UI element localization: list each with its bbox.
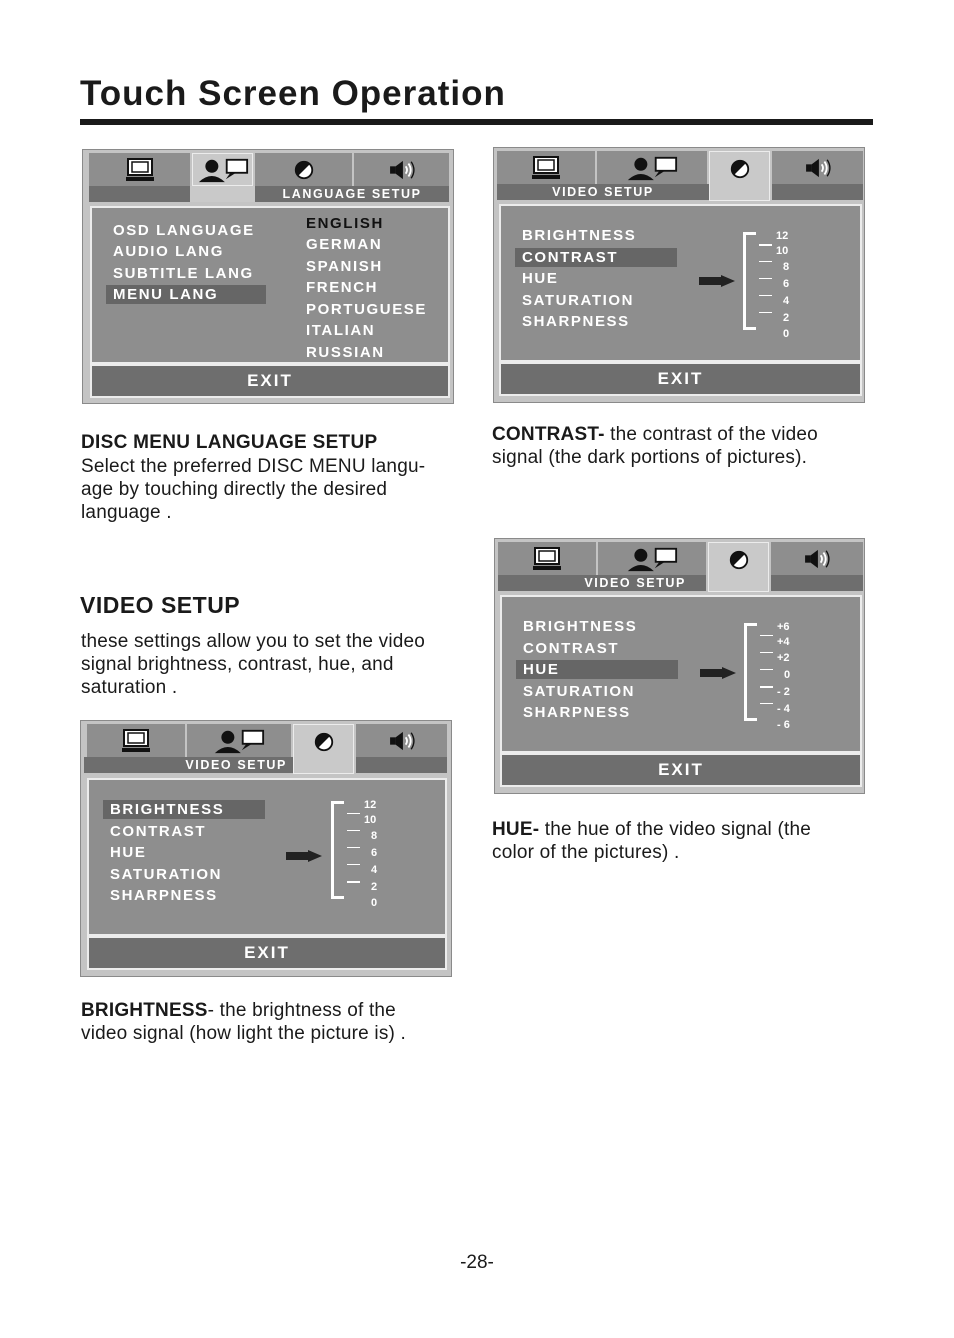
disc-menu-heading: DISC MENU LANGUAGE SETUP	[81, 432, 378, 453]
brightness-level-scale[interactable]	[331, 799, 411, 909]
exit-button[interactable]: EXIT	[499, 362, 862, 396]
option-italian[interactable]: ITALIAN	[306, 322, 376, 339]
menu-item-contrast[interactable]: CONTRAST	[110, 823, 207, 840]
speaker-icon	[388, 159, 416, 181]
exit-button[interactable]: EXIT	[90, 364, 450, 398]
person-speech-icon	[626, 155, 678, 181]
banner-title: VIDEO SETUP	[498, 575, 706, 591]
menu-item-brightness[interactable]: BRIGHTNESS	[103, 800, 265, 819]
scale-label: 0	[784, 669, 791, 681]
tab-general[interactable]	[87, 724, 185, 757]
hue-description	[492, 818, 882, 864]
menu-body	[87, 778, 447, 936]
speaker-icon	[803, 548, 831, 570]
menu-body	[90, 206, 450, 364]
video-setup-line-1: these settings allow you to set the video	[81, 631, 426, 652]
menu-item-sharpness[interactable]: SHARPNESS	[110, 887, 218, 904]
banner-title: VIDEO SETUP	[497, 184, 709, 200]
scale-tick	[347, 830, 360, 831]
title-rule	[80, 119, 873, 125]
tab-general[interactable]	[89, 153, 190, 186]
video-setup-title: VIDEO SETUP	[80, 592, 241, 618]
brightness-term: BRIGHTNESS	[81, 1000, 208, 1021]
menu-item-brightness[interactable]: BRIGHTNESS	[522, 227, 637, 244]
contrast-level-scale[interactable]	[743, 230, 823, 340]
tab-language[interactable]	[598, 542, 706, 575]
scale-label: 6	[783, 278, 790, 290]
tab-video[interactable]	[293, 724, 354, 774]
person-speech-icon	[626, 546, 678, 572]
scale-tick	[347, 813, 360, 814]
hue-term: HUE-	[492, 819, 540, 840]
tab-language[interactable]	[187, 724, 291, 757]
menu-item-audio-lang[interactable]: AUDIO LANG	[113, 243, 224, 260]
scale-tick	[347, 847, 360, 848]
banner-bar	[356, 757, 447, 773]
option-german[interactable]: GERMAN	[306, 236, 383, 253]
scale-label: 4	[371, 864, 378, 876]
disc-menu-line-3: language .	[81, 502, 172, 523]
tab-language[interactable]	[192, 153, 253, 186]
speaker-icon	[804, 157, 832, 179]
tab-language[interactable]	[597, 151, 707, 184]
scale-bracket	[743, 232, 756, 330]
exit-button[interactable]: EXIT	[87, 936, 447, 970]
monitor-icon	[121, 728, 151, 754]
scale-tick	[760, 635, 773, 636]
contrast-line-1: the contrast of the video	[604, 424, 818, 445]
tab-general[interactable]	[497, 151, 595, 184]
menu-body	[500, 595, 862, 753]
half-circle-icon	[293, 159, 315, 181]
disc-menu-description	[81, 455, 471, 524]
banner-title: LANGUAGE SETUP	[255, 186, 449, 202]
scale-tick	[760, 652, 773, 653]
scale-label: 10	[776, 245, 789, 257]
menu-item-sharpness[interactable]: SHARPNESS	[522, 313, 630, 330]
scale-tick	[759, 278, 772, 279]
tab-audio[interactable]	[354, 153, 449, 186]
menu-item-brightness[interactable]: BRIGHTNESS	[523, 618, 638, 635]
scale-label: - 4	[777, 703, 790, 715]
pointer-arrow-icon	[286, 850, 322, 862]
hue-line-2: color of the pictures) .	[492, 842, 680, 863]
scale-label: 6	[371, 847, 378, 859]
speaker-icon	[388, 730, 416, 752]
scale-tick	[760, 669, 773, 670]
hue-level-scale[interactable]	[744, 621, 824, 731]
video-setup-line-2: signal brightness, contrast, hue, and	[81, 654, 394, 675]
monitor-icon	[125, 157, 155, 183]
menu-item-subtitle-lang[interactable]: SUBTITLE LANG	[113, 265, 254, 282]
half-circle-icon	[729, 158, 751, 180]
pointer-arrow-icon	[699, 275, 735, 287]
option-russian[interactable]: RUSSIAN	[306, 344, 385, 361]
page-title: Touch Screen Operation	[80, 74, 506, 113]
scale-label: +2	[777, 652, 790, 664]
hue-video-setup-panel	[494, 538, 865, 794]
option-english[interactable]: ENGLISH	[306, 215, 384, 232]
scale-tick	[347, 864, 360, 865]
option-portuguese[interactable]: PORTUGUESE	[306, 301, 428, 318]
menu-item-sharpness[interactable]: SHARPNESS	[523, 704, 631, 721]
banner-bar-gap	[190, 186, 255, 202]
language-setup-panel	[82, 149, 454, 404]
tab-audio[interactable]	[771, 542, 863, 575]
contrast-video-setup-panel	[493, 147, 865, 403]
scale-label: 12	[364, 799, 377, 811]
menu-item-saturation[interactable]: SATURATION	[523, 683, 636, 700]
menu-item-hue[interactable]: HUE	[516, 660, 678, 679]
scale-label: 2	[371, 881, 378, 893]
scale-tick	[759, 312, 772, 313]
scale-tick	[759, 261, 772, 262]
monitor-icon	[532, 546, 562, 572]
brightness-line-2: video signal (how light the picture is) .	[81, 1023, 407, 1044]
menu-item-saturation[interactable]: SATURATION	[522, 292, 635, 309]
exit-button[interactable]: EXIT	[500, 753, 862, 787]
menu-item-hue[interactable]: HUE	[110, 844, 147, 861]
brightness-description	[81, 999, 481, 1045]
person-speech-icon	[197, 157, 249, 183]
scale-tick-current	[760, 686, 773, 688]
tab-general[interactable]	[498, 542, 596, 575]
scale-bracket	[744, 623, 757, 721]
scale-label: +6	[777, 621, 790, 633]
banner-title: VIDEO SETUP	[84, 757, 293, 773]
disc-menu-line-2: age by touching directly the desired	[81, 479, 388, 500]
scale-label: - 6	[777, 719, 790, 731]
scale-tick-current	[759, 244, 772, 246]
person-speech-icon	[213, 728, 265, 754]
contrast-line-2: signal (the dark portions of pictures).	[492, 447, 808, 468]
scale-bracket	[331, 801, 344, 899]
tab-video[interactable]	[709, 151, 770, 201]
scale-label: +4	[777, 636, 790, 648]
menu-item-contrast[interactable]: CONTRAST	[523, 640, 620, 657]
half-circle-icon	[313, 731, 335, 753]
menu-item-osd-language[interactable]: OSD LANGUAGE	[113, 222, 255, 239]
scale-label: 12	[776, 230, 789, 242]
menu-item-hue[interactable]: HUE	[522, 270, 559, 287]
banner-bar	[772, 184, 863, 200]
scale-label: 0	[371, 897, 378, 909]
scale-tick-current	[347, 881, 360, 883]
brightness-video-setup-panel	[80, 720, 452, 977]
tab-video[interactable]	[708, 542, 769, 592]
video-setup-line-3: saturation .	[81, 677, 178, 698]
scale-label: 0	[783, 328, 790, 340]
scale-label: 2	[783, 312, 790, 324]
menu-body	[499, 204, 862, 362]
disc-menu-line-1: Select the preferred DISC MENU langu-	[81, 456, 426, 477]
half-circle-icon	[728, 549, 750, 571]
tab-audio[interactable]	[772, 151, 863, 184]
pointer-arrow-icon	[700, 667, 736, 679]
option-french[interactable]: FRENCH	[306, 279, 379, 296]
scale-tick	[760, 703, 773, 704]
page-number: -28-	[460, 1252, 494, 1273]
contrast-description	[492, 423, 882, 469]
monitor-icon	[531, 155, 561, 181]
banner-bar	[771, 575, 863, 591]
scale-label: 10	[364, 814, 377, 826]
hue-line-1: the hue of the video signal (the	[539, 819, 811, 840]
banner-bar	[89, 186, 190, 202]
scale-tick	[759, 295, 772, 296]
menu-item-menu-lang[interactable]: MENU LANG	[106, 285, 266, 304]
scale-label: - 2	[777, 686, 790, 698]
contrast-term: CONTRAST-	[492, 424, 605, 445]
scale-label: 8	[371, 830, 378, 842]
tab-audio[interactable]	[356, 724, 447, 757]
scale-label: 4	[783, 295, 790, 307]
option-spanish[interactable]: SPANISH	[306, 258, 383, 275]
tab-video[interactable]	[255, 153, 352, 186]
brightness-line-1: - the brightness of the	[207, 1000, 396, 1021]
scale-label: 8	[783, 261, 790, 273]
menu-item-saturation[interactable]: SATURATION	[110, 866, 223, 883]
video-setup-description	[81, 630, 481, 699]
menu-item-contrast[interactable]: CONTRAST	[515, 248, 677, 267]
